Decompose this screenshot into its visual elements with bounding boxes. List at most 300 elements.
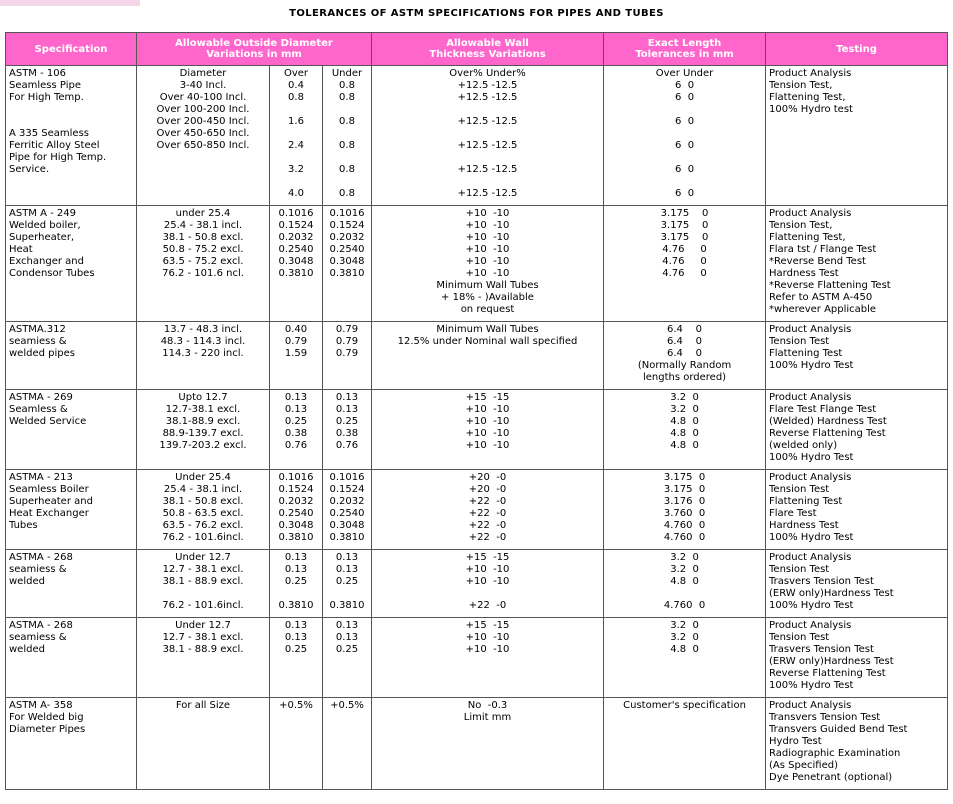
cell-line: Under 12.7 <box>175 620 231 631</box>
wall-thickness-cell <box>372 618 604 698</box>
cell-line: *Reverse Flattening Test <box>769 280 891 291</box>
cell-line: 6 0 <box>674 164 695 175</box>
cell-line: 0.2540 <box>278 244 314 255</box>
cell-line: 0.3810 <box>329 600 365 611</box>
cell-line: +10 -10 <box>465 232 510 243</box>
cell-line: 3.2 0 <box>670 552 699 563</box>
under-cell <box>323 698 372 790</box>
wall-thickness-cell <box>372 322 604 390</box>
cell-line: 100% Hydro Test <box>769 680 854 691</box>
cell-line: ASTMA - 268 <box>9 620 73 631</box>
cell-line: 114.3 - 220 incl. <box>162 348 244 359</box>
cell-line: 100% Hydro Test <box>769 532 854 543</box>
cell-line: 6.4 0 <box>667 336 702 347</box>
spec-cell <box>6 550 137 618</box>
cell-line: +15 -15 <box>465 392 510 403</box>
cell-line <box>375 176 600 188</box>
cell-line: Welded Service <box>9 416 87 427</box>
over-cell <box>270 550 323 618</box>
cell-line: 0.40 <box>284 324 308 335</box>
cell-line: 100% Hydro Test <box>769 600 854 611</box>
cell-line: 0.25 <box>335 644 359 655</box>
table-row <box>6 206 948 322</box>
cell-line: 0.3810 <box>278 600 314 611</box>
cell-line: Over 650-850 Incl. <box>156 140 250 151</box>
cell-line: Radiographic Examination <box>769 748 901 759</box>
cell-line: +22 -0 <box>468 496 507 507</box>
cell-line <box>607 104 762 116</box>
cell-line: Tension Test, <box>769 80 833 91</box>
wall-thickness-cell <box>372 206 604 322</box>
cell-line: Exchanger and <box>9 256 84 267</box>
cell-line: on request <box>460 304 515 315</box>
over-cell <box>270 470 323 550</box>
cell-line: 0.3048 <box>278 520 314 531</box>
under-cell <box>323 322 372 390</box>
cell-line: 0.25 <box>335 576 359 587</box>
cell-line: welded <box>9 576 45 587</box>
cell-line: 0.3048 <box>278 256 314 267</box>
cell-line: 0.25 <box>284 644 308 655</box>
cell-line: 0.8 <box>339 116 355 127</box>
cell-line: (ERW only)Hardness Test <box>769 588 894 599</box>
cell-line: Superheater, <box>9 232 75 243</box>
tolerance-table <box>5 32 948 790</box>
cell-line: seamiess & <box>9 632 67 643</box>
diameter-cell <box>137 550 270 618</box>
cell-line: Transvers Tension Test <box>769 712 881 723</box>
cell-line: 4.8 0 <box>670 644 699 655</box>
under-cell <box>323 550 372 618</box>
table-row <box>6 470 948 550</box>
cell-line: Over% Under% <box>449 68 526 79</box>
cell-line: Limit mm <box>463 712 512 723</box>
cell-line: Flara tst / Flange Test <box>769 244 877 255</box>
cell-line: 0.2032 <box>278 232 314 243</box>
table-row <box>6 390 948 470</box>
cell-line: Trasvers Tension Test <box>769 576 874 587</box>
cell-line: 0.8 <box>339 140 355 151</box>
cell-line: 0.13 <box>284 564 308 575</box>
cell-line: 0.1524 <box>329 484 365 495</box>
cell-line: 0.8 <box>339 80 355 91</box>
cell-line <box>273 588 319 600</box>
cell-line: lengths ordered) <box>642 372 727 383</box>
cell-line: 4.760 0 <box>663 600 706 611</box>
cell-line: Minimum Wall Tubes <box>436 280 539 291</box>
cell-line: (Normally Random <box>637 360 732 371</box>
length-cell <box>604 698 766 790</box>
cell-line: 12.7-38.1 excl. <box>165 404 241 415</box>
cell-line <box>607 152 762 164</box>
cell-line: Upto 12.7 <box>178 392 228 403</box>
cell-line: 4.8 0 <box>670 576 699 587</box>
cell-line: 76.2 - 101.6incl. <box>162 600 244 611</box>
cell-line: +10 -10 <box>465 428 510 439</box>
cell-line: Hydro Test <box>769 736 822 747</box>
cell-line: Over Under <box>655 68 714 79</box>
cell-line: under 25.4 <box>175 208 231 219</box>
cell-line: For Welded big <box>9 712 84 723</box>
cell-line: 3.2 0 <box>670 564 699 575</box>
cell-line: 4.8 0 <box>670 440 699 451</box>
cell-line: 4.76 0 <box>662 244 707 255</box>
cell-line <box>607 588 762 600</box>
cell-line: 4.8 0 <box>670 416 699 427</box>
length-cell <box>604 470 766 550</box>
wall-thickness-cell <box>372 550 604 618</box>
cell-line: 0.79 <box>335 336 359 347</box>
wall-thickness-cell <box>372 470 604 550</box>
cell-line: seamiess & <box>9 336 67 347</box>
cell-line: Product Analysis <box>769 700 852 711</box>
cell-line: 3.175 0 <box>660 232 709 243</box>
cell-line: +10 -10 <box>465 268 510 279</box>
cell-line: 3.2 <box>288 164 304 175</box>
cell-line: + 18% - )Available <box>441 292 534 303</box>
cell-line: 0.3810 <box>278 268 314 279</box>
cell-line: 0.13 <box>335 552 359 563</box>
cell-line: 25.4 - 38.1 incl. <box>163 220 243 231</box>
cell-line: 0.25 <box>335 416 359 427</box>
cell-line: ASTMA.312 <box>9 324 66 335</box>
cell-line: 0.2540 <box>329 244 365 255</box>
cell-line: 0.3048 <box>329 256 365 267</box>
cell-line: +22 -0 <box>468 520 507 531</box>
cell-line <box>140 588 266 600</box>
testing-cell <box>766 470 948 550</box>
header-length-tolerance: Exact Length Tolerances in mm <box>604 33 766 66</box>
wall-thickness-cell <box>372 698 604 790</box>
cell-line: 0.13 <box>335 564 359 575</box>
cell-line: 38.1 - 50.8 excl. <box>162 232 244 243</box>
over-cell <box>270 66 323 206</box>
cell-line: Product Analysis <box>769 552 852 563</box>
cell-line: Product Analysis <box>769 208 852 219</box>
cell-line: 0.13 <box>284 632 308 643</box>
header-specification: Specification <box>6 33 137 66</box>
cell-line: ASTM - 106 <box>9 68 66 79</box>
cell-line <box>326 152 368 164</box>
under-cell <box>323 470 372 550</box>
cell-line: 0.13 <box>335 404 359 415</box>
spec-cell <box>6 390 137 470</box>
top-decoration-bar <box>0 0 140 6</box>
cell-line: 0.3810 <box>329 268 365 279</box>
cell-line: Tension Test, <box>769 220 833 231</box>
table-row <box>6 698 948 790</box>
cell-line: 4.760 0 <box>663 520 706 531</box>
cell-line: +22 -0 <box>468 508 507 519</box>
testing-cell <box>766 322 948 390</box>
cell-line: Flattening Test <box>769 348 843 359</box>
cell-line: +10 -10 <box>465 632 510 643</box>
cell-line: Flare Test Flange Test <box>769 404 877 415</box>
cell-line: +10 -10 <box>465 244 510 255</box>
cell-line: Hardness Test <box>769 268 839 279</box>
cell-line: Trasvers Tension Test <box>769 644 874 655</box>
under-cell <box>323 618 372 698</box>
cell-line <box>273 152 319 164</box>
cell-line <box>326 588 368 600</box>
cell-line: +12.5 -12.5 <box>457 116 518 127</box>
cell-line: Condensor Tubes <box>9 268 95 279</box>
spec-cell <box>6 322 137 390</box>
cell-line: 0.38 <box>284 428 308 439</box>
cell-line: 3.2 0 <box>670 392 699 403</box>
cell-line <box>273 104 319 116</box>
cell-line: 4.0 <box>288 188 304 199</box>
cell-line: 0.25 <box>284 416 308 427</box>
diameter-cell <box>137 66 270 206</box>
cell-line: Tension Test <box>769 632 830 643</box>
cell-line: 100% Hydro test <box>769 104 853 115</box>
cell-line: 0.2032 <box>329 232 365 243</box>
cell-line: 3.175 0 <box>663 472 706 483</box>
cell-line: 4.76 0 <box>662 268 707 279</box>
cell-line: (As Specified) <box>769 760 838 771</box>
over-cell <box>270 618 323 698</box>
cell-line: 63.5 - 75.2 excl. <box>162 256 244 267</box>
cell-line: Pipe for High Temp. <box>9 152 107 163</box>
cell-line: +12.5 -12.5 <box>457 140 518 151</box>
cell-line: Product Analysis <box>769 392 852 403</box>
cell-line: 0.8 <box>339 164 355 175</box>
cell-line: 38.1 - 50.8 excl. <box>162 496 244 507</box>
cell-line: 3.176 0 <box>663 496 706 507</box>
cell-line: 100% Hydro Test <box>769 360 854 371</box>
cell-line: For all Size <box>175 700 231 711</box>
length-cell <box>604 322 766 390</box>
cell-line: Product Analysis <box>769 620 852 631</box>
cell-line: Seamless Boiler <box>9 484 89 495</box>
cell-line <box>375 588 600 600</box>
over-cell <box>270 206 323 322</box>
cell-line: 38.1 - 88.9 excl. <box>162 576 244 587</box>
spec-cell <box>6 618 137 698</box>
length-cell <box>604 550 766 618</box>
cell-line <box>9 116 133 128</box>
cell-line: 0.2032 <box>278 496 314 507</box>
cell-line: 0.38 <box>335 428 359 439</box>
cell-line: Seamless Pipe <box>9 80 81 91</box>
cell-line: 0.3810 <box>278 532 314 543</box>
cell-line: 88.9-139.7 excl. <box>162 428 244 439</box>
cell-line <box>273 176 319 188</box>
over-cell <box>270 390 323 470</box>
cell-line: 0.4 <box>288 80 304 91</box>
cell-line: 0.3048 <box>329 520 365 531</box>
cell-line: Tension Test <box>769 484 830 495</box>
cell-line: +0.5% <box>279 700 313 711</box>
cell-line: 76.2 - 101.6incl. <box>162 532 244 543</box>
cell-line: 0.76 <box>284 440 308 451</box>
cell-line: 50.8 - 75.2 excl. <box>162 244 244 255</box>
cell-line: 6 0 <box>674 188 695 199</box>
cell-line: Superheater and <box>9 496 93 507</box>
cell-line: (welded only) <box>769 440 838 451</box>
testing-cell <box>766 206 948 322</box>
cell-line <box>607 176 762 188</box>
cell-line: 0.3810 <box>329 532 365 543</box>
cell-line: Under 25.4 <box>175 472 231 483</box>
cell-line: 48.3 - 114.3 incl. <box>160 336 246 347</box>
cell-line: 6 0 <box>674 140 695 151</box>
cell-line: +12.5 -12.5 <box>457 164 518 175</box>
cell-line: Over <box>283 68 309 79</box>
cell-line: 0.13 <box>284 620 308 631</box>
cell-line: 0.25 <box>284 576 308 587</box>
cell-line: 4.76 0 <box>662 256 707 267</box>
cell-line: Tension Test <box>769 336 830 347</box>
cell-line: +10 -10 <box>465 416 510 427</box>
cell-line: +10 -10 <box>465 208 510 219</box>
cell-line: +12.5 -12.5 <box>457 188 518 199</box>
cell-line <box>273 128 319 140</box>
over-cell <box>270 322 323 390</box>
cell-line: ASTMA - 269 <box>9 392 73 403</box>
cell-line: 4.8 0 <box>670 428 699 439</box>
cell-line: 3.175 0 <box>660 220 709 231</box>
cell-line: +15 -15 <box>465 620 510 631</box>
cell-line: +10 -10 <box>465 440 510 451</box>
cell-line: A 335 Seamless <box>9 128 90 139</box>
cell-line: 0.1524 <box>278 220 314 231</box>
cell-line: 0.2540 <box>329 508 365 519</box>
under-cell <box>323 206 372 322</box>
cell-line: 0.2540 <box>278 508 314 519</box>
spec-cell <box>6 66 137 206</box>
cell-line <box>9 104 133 116</box>
testing-cell <box>766 390 948 470</box>
cell-line: 0.2032 <box>329 496 365 507</box>
header-row <box>6 33 948 66</box>
cell-line <box>607 128 762 140</box>
diameter-cell <box>137 322 270 390</box>
cell-line: 12.7 - 38.1 excl. <box>162 564 244 575</box>
cell-line: 3.2 0 <box>670 620 699 631</box>
cell-line: Diameter <box>179 68 227 79</box>
header-wall-thickness: Allowable Wall Thickness Variations <box>372 33 604 66</box>
cell-line: 0.13 <box>335 392 359 403</box>
table-row <box>6 66 948 206</box>
cell-line: Transvers Guided Bend Test <box>769 724 908 735</box>
cell-line: 0.13 <box>335 620 359 631</box>
cell-line: Product Analysis <box>769 324 852 335</box>
cell-line: 0.76 <box>335 440 359 451</box>
cell-line: Minimum Wall Tubes <box>436 324 539 335</box>
cell-line: 0.13 <box>284 392 308 403</box>
cell-line: Refer to ASTM A-450 <box>769 292 873 303</box>
cell-line: 3.175 0 <box>663 484 706 495</box>
cell-line: 6 0 <box>674 116 695 127</box>
cell-line: 0.8 <box>339 188 355 199</box>
cell-line: +12.5 -12.5 <box>457 80 518 91</box>
cell-line: Tension Test <box>769 564 830 575</box>
testing-cell <box>766 618 948 698</box>
cell-line: 63.5 - 76.2 excl. <box>162 520 244 531</box>
cell-line: Product Analysis <box>769 68 852 79</box>
cell-line: +12.5 -12.5 <box>457 92 518 103</box>
cell-line: Diameter Pipes <box>9 724 86 735</box>
cell-line: 0.79 <box>284 336 308 347</box>
page-title: TOLERANCES OF ASTM SPECIFICATIONS FOR PIPES AND TUBES <box>289 8 664 19</box>
cell-line: Tubes <box>9 520 38 531</box>
diameter-cell <box>137 618 270 698</box>
cell-line: Reverse Flattening Test <box>769 428 886 439</box>
cell-line: Hardness Test <box>769 520 839 531</box>
cell-line: 0.8 <box>288 92 304 103</box>
cell-line: +10 -10 <box>465 220 510 231</box>
diameter-cell <box>137 206 270 322</box>
cell-line: Under 12.7 <box>175 552 231 563</box>
cell-line: 6 0 <box>674 92 695 103</box>
cell-line: Heat Exchanger <box>9 508 89 519</box>
cell-line: Flattening Test <box>769 496 843 507</box>
length-cell <box>604 66 766 206</box>
cell-line: Reverse Flattening Test <box>769 668 886 679</box>
header-testing: Testing <box>766 33 948 66</box>
cell-line: 76.2 - 101.6 ncl. <box>162 268 244 279</box>
cell-line: 3.2 0 <box>670 404 699 415</box>
cell-line: Flattening Test, <box>769 92 846 103</box>
cell-line: 2.4 <box>288 140 304 151</box>
cell-line: (Welded) Hardness Test <box>769 416 887 427</box>
cell-line: +10 -10 <box>465 564 510 575</box>
cell-line: 3.2 0 <box>670 632 699 643</box>
cell-line: +10 -10 <box>465 644 510 655</box>
spec-cell <box>6 698 137 790</box>
cell-line: Flattening Test, <box>769 232 846 243</box>
cell-line: 3.175 0 <box>660 208 709 219</box>
length-cell <box>604 390 766 470</box>
cell-line: For High Temp. <box>9 92 84 103</box>
cell-line: 0.8 <box>339 92 355 103</box>
cell-line: Service. <box>9 164 50 175</box>
table-row <box>6 322 948 390</box>
cell-line: 0.1016 <box>329 472 365 483</box>
cell-line: Under <box>331 68 363 79</box>
cell-line: Over 40-100 Incl. <box>159 92 247 103</box>
cell-line: 0.13 <box>284 552 308 563</box>
cell-line: +10 -10 <box>465 404 510 415</box>
cell-line: 0.13 <box>335 632 359 643</box>
length-cell <box>604 206 766 322</box>
under-cell <box>323 390 372 470</box>
wall-thickness-cell <box>372 390 604 470</box>
cell-line: 3-40 Incl. <box>179 80 227 91</box>
cell-line: Over 200-450 Incl. <box>156 116 250 127</box>
cell-line <box>375 128 600 140</box>
cell-line: Welded boiler, <box>9 220 81 231</box>
cell-line: 0.79 <box>335 324 359 335</box>
length-cell <box>604 618 766 698</box>
cell-line: Flare Test <box>769 508 817 519</box>
cell-line: No -0.3 <box>467 700 508 711</box>
cell-line: Heat <box>9 244 33 255</box>
spec-cell <box>6 470 137 550</box>
table-row <box>6 618 948 698</box>
cell-line: 0.79 <box>335 348 359 359</box>
cell-line: 6.4 0 <box>667 348 702 359</box>
cell-line: (ERW only)Hardness Test <box>769 656 894 667</box>
cell-line: 6.4 0 <box>667 324 702 335</box>
cell-line: 139.7-203.2 excl. <box>159 440 247 451</box>
cell-line: 1.6 <box>288 116 304 127</box>
cell-line: 1.59 <box>284 348 308 359</box>
testing-cell <box>766 66 948 206</box>
cell-line: +10 -10 <box>465 576 510 587</box>
